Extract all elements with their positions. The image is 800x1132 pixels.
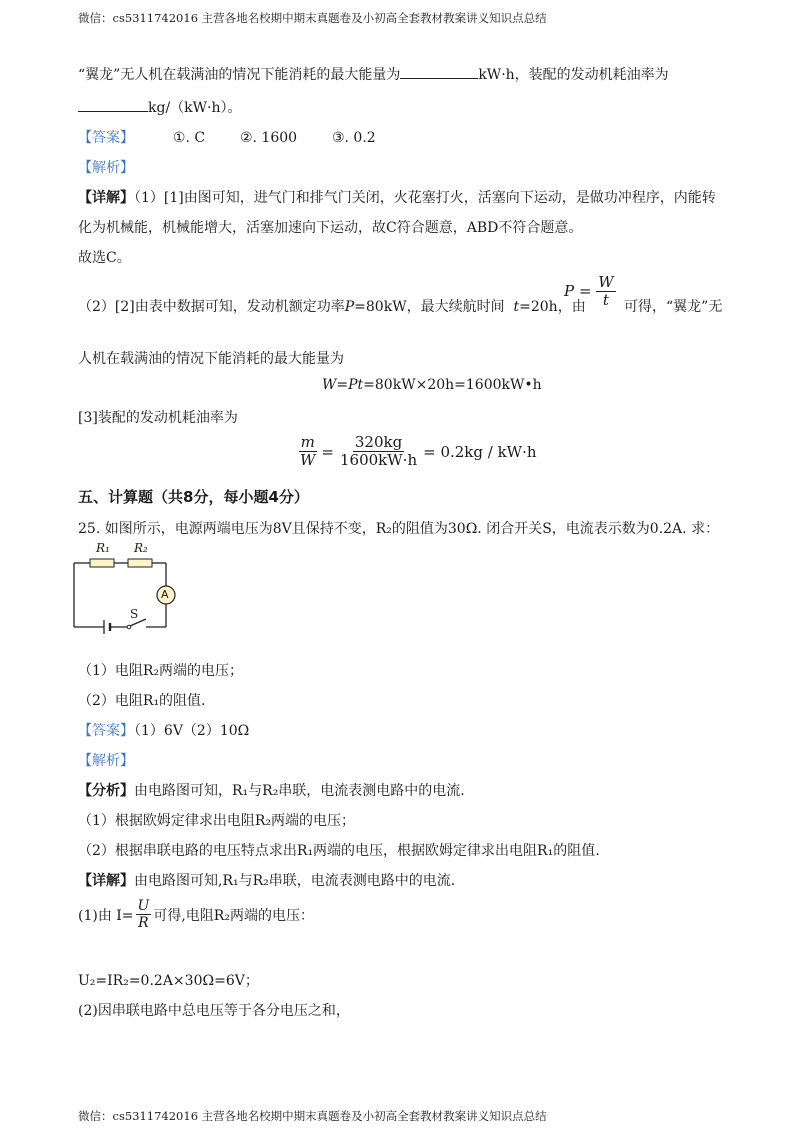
eq2-rhs: = 0.2kg / kW·h bbox=[423, 442, 537, 461]
label-r1: R₁ bbox=[96, 541, 110, 555]
var-P: P bbox=[344, 299, 355, 315]
answer-item-1: ①. C bbox=[172, 130, 206, 146]
var-t: t bbox=[513, 299, 520, 315]
q24-line1 bbox=[78, 64, 669, 84]
part2-text-d: 可得，“翼龙”无 bbox=[624, 299, 723, 315]
page-footer: 微信：cs5311742016 主营各地名校期中期末真题卷及小初高全套教材教案讲义知识点总结 bbox=[78, 1109, 547, 1123]
q25-detail-text: 由电路图可知,R₁与R₂串联，电流表测电路中的电流. bbox=[134, 873, 456, 889]
eq2-denominator: 1600kW·h bbox=[340, 451, 418, 470]
q25-detail bbox=[78, 870, 455, 890]
fuel-rate-equation: $\frac{m}{W}$ = $\frac{320kg}{1600kW\cdot h}$ = 0.2kg / kW·h bbox=[300, 433, 537, 470]
q25-detail-2: U₂=IR₂=0.2A×30Ω=6V； bbox=[78, 973, 259, 989]
formula-t: t bbox=[602, 291, 609, 310]
q25-analysis-label: 【解析】 bbox=[78, 753, 134, 769]
q25-analysis bbox=[78, 780, 465, 800]
eq2-W: W bbox=[300, 451, 316, 470]
q24-detail-3: 故选C。 bbox=[78, 250, 131, 266]
q25-answer-text: （1）6V（2）10Ω bbox=[134, 723, 250, 739]
formula-fraction bbox=[596, 274, 615, 310]
section-heading: 五、计算题（共8分，每小题4分） bbox=[78, 488, 309, 506]
resistor-r1 bbox=[90, 559, 114, 567]
formula-P: P bbox=[564, 281, 575, 300]
formula-eq: = bbox=[578, 281, 592, 300]
q25-sub1: （1）电阻R₂两端的电压； bbox=[78, 663, 244, 679]
eq1-eq: = bbox=[336, 377, 349, 393]
q24-line1-text-b: kW·h，装配的发动机耗油率为 bbox=[478, 67, 669, 83]
analysis-tag: 【分析】 bbox=[78, 783, 134, 799]
analysis-text: 由电路图可知，R₁与R₂串联，电流表测电路中的电流. bbox=[134, 783, 465, 799]
label-ammeter: A bbox=[161, 588, 169, 601]
eq1-W: W bbox=[322, 377, 337, 393]
answer-blank-1[interactable] bbox=[400, 66, 478, 79]
d1-text-b: 可得,电阻R₂两端的电压： bbox=[153, 907, 314, 924]
ohm-fraction bbox=[136, 898, 152, 931]
ohm-R: R bbox=[138, 915, 149, 932]
analysis-label: 【解析】 bbox=[78, 160, 134, 176]
energy-equation bbox=[322, 377, 542, 393]
d1-text-a: (1)由 I= bbox=[78, 907, 134, 924]
eq1-rest: =80kW×20h=1600kW•h bbox=[363, 377, 542, 393]
q25-answer-label: 【答案】 bbox=[78, 723, 134, 739]
part2-text-a: （2）[2]由表中数据可知，发动机额定功率 bbox=[78, 299, 345, 315]
q25-analysis-2: （2）根据串联电路的电压特点求出R₁两端的电压，根据欧姆定律求出电阻R₁的阻值. bbox=[78, 843, 600, 859]
detail-text-1: （1）[1]由图可知，进气门和排气门关闭，火花塞打火，活塞向下运动，是做功冲程序，内能转 bbox=[134, 190, 716, 206]
detail-label: 【详解】 bbox=[78, 190, 134, 206]
q24-line2 bbox=[78, 97, 242, 117]
q25-analysis-1: （1）根据欧姆定律求出电阻R₂两端的电压； bbox=[78, 813, 356, 829]
q24-answer bbox=[78, 127, 376, 147]
q24-part3-line: [3]装配的发动机耗油率为 bbox=[78, 410, 238, 426]
q25-stem: 25. 如图所示，电源两端电压为8V且保持不变，R₂的阻值为30Ω. 闭合开关S，电流表示数为0.2A. 求： bbox=[78, 521, 720, 537]
q25-detail-1 bbox=[78, 898, 314, 931]
q24-part2-line bbox=[78, 296, 586, 316]
eq2-m: m bbox=[300, 433, 315, 451]
power-formula bbox=[564, 274, 616, 310]
q25-sub2: （2）电阻R₁的阻值. bbox=[78, 693, 206, 709]
q24-line2-text: kg/（kW·h）。 bbox=[148, 100, 242, 116]
answer-item-2: ②. 1600 bbox=[239, 130, 298, 146]
part2-text-b: =80kW，最大续航时间 bbox=[354, 299, 505, 315]
eq2-left-fraction bbox=[298, 434, 317, 470]
eq2-right-fraction bbox=[338, 434, 419, 470]
resistor-r2 bbox=[128, 559, 152, 567]
label-switch: S bbox=[130, 607, 139, 621]
part2-text-c: =20h，由 bbox=[519, 299, 586, 315]
label-r2: R₂ bbox=[134, 541, 148, 555]
ohm-U: U bbox=[137, 898, 150, 914]
q24-line1-text-a: “翼龙”无人机在载满油的情况下能消耗的最大能量为 bbox=[78, 67, 401, 83]
q25-detail-label: 【详解】 bbox=[78, 873, 134, 889]
answer-label: 【答案】 bbox=[78, 130, 134, 146]
answer-blank-2[interactable] bbox=[78, 99, 148, 112]
q25-answer bbox=[78, 720, 249, 740]
q24-detail-2: 化为机械能，机械能增大，活塞加速向下运动，故C符合题意，ABD不符合题意。 bbox=[78, 220, 583, 236]
page-header: 微信：cs5311742016 主营各地名校期中期末真题卷及小初高全套教材教案讲义知识点总结 bbox=[78, 11, 547, 25]
eq2-numerator: 320kg bbox=[354, 433, 403, 451]
q25-detail-3: (2)因串联电路中总电压等于各分电压之和， bbox=[78, 1003, 350, 1019]
answer-item-3: ③. 0.2 bbox=[331, 130, 376, 146]
q24-part2-line2: 人机在载满油的情况下能消耗的最大能量为 bbox=[78, 351, 344, 367]
eq1-Pt: Pt bbox=[348, 377, 364, 393]
formula-W: W bbox=[598, 273, 614, 291]
q24-detail-1 bbox=[78, 187, 716, 207]
